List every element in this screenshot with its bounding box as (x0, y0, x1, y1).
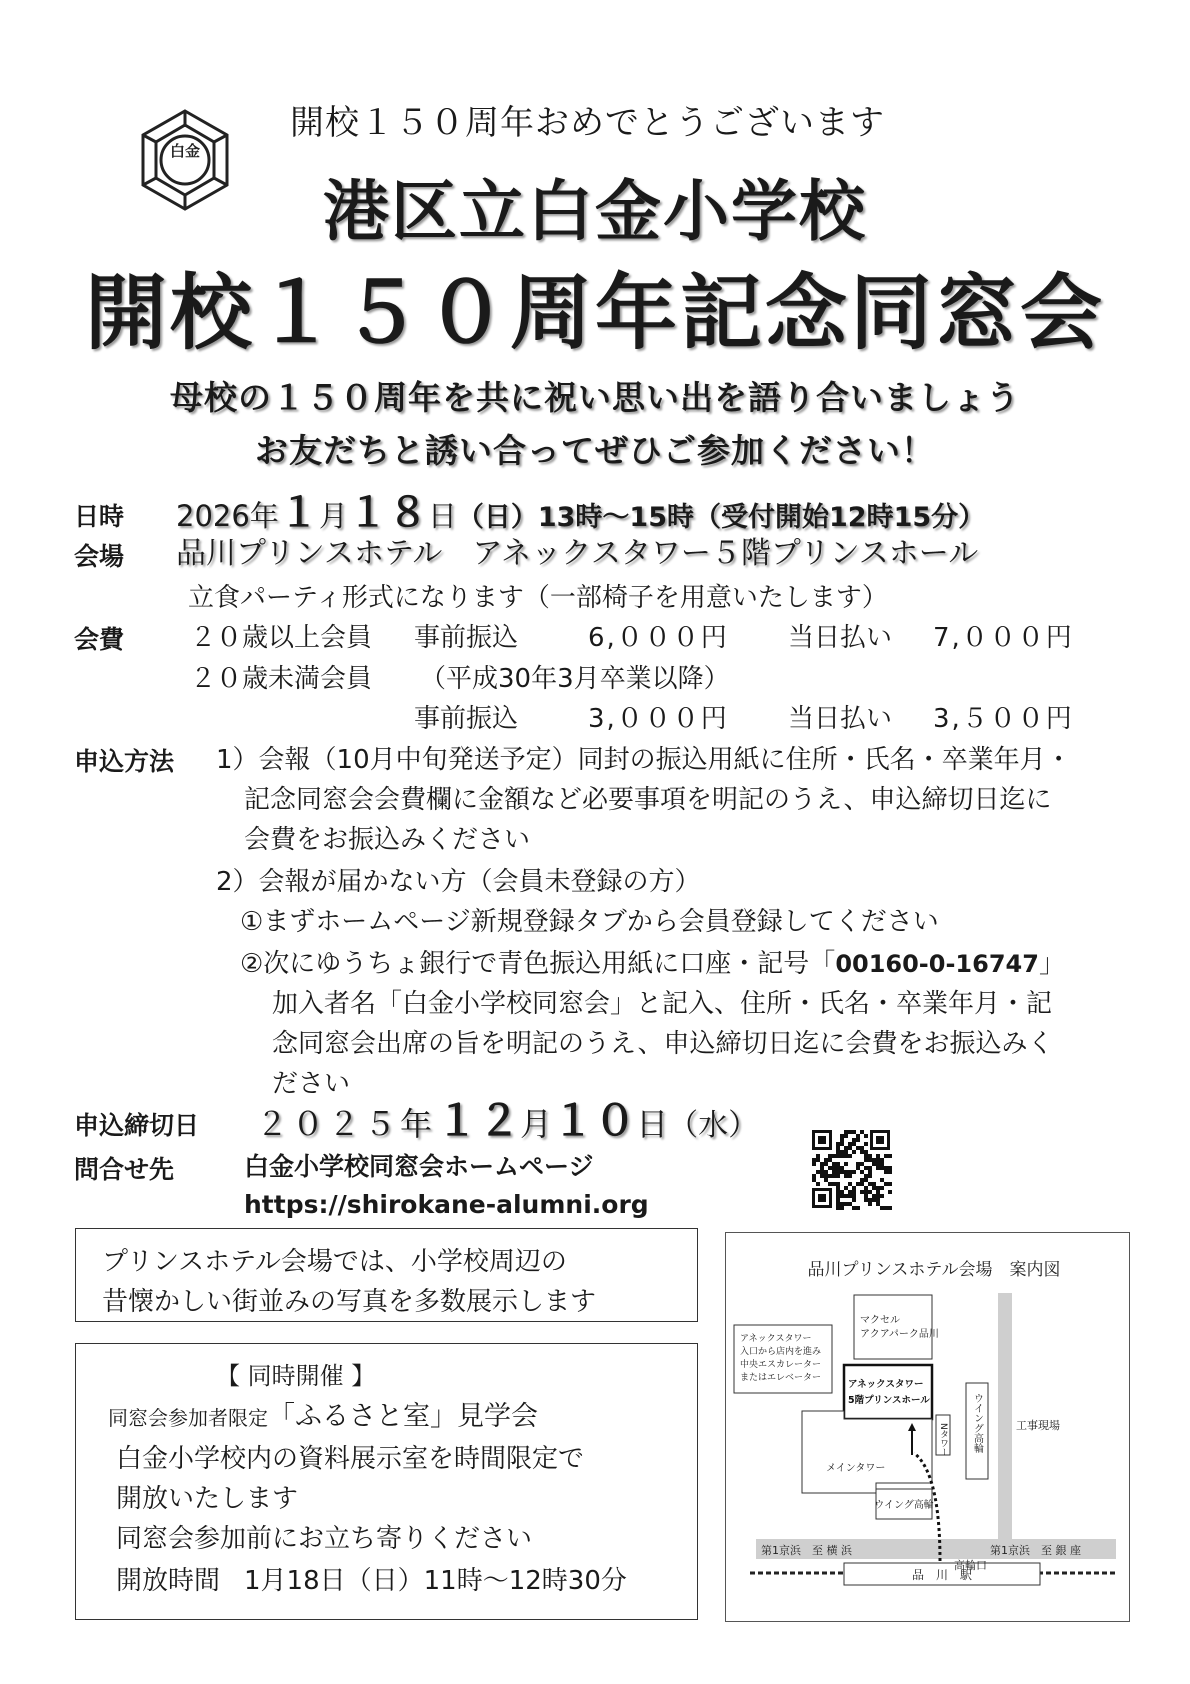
concurrent-line-1: 白金小学校内の資料展示室を時間限定で (116, 1444, 585, 1474)
fee-label: 会費 (74, 625, 125, 654)
concurrent-tour-name: 「ふるさと室」見学会 (268, 1401, 538, 1432)
map-station: 品 川 駅 (911, 1568, 973, 1582)
apply-m1-line3: 会費をお振込みください (244, 825, 531, 855)
deadline-day-unit: 日 (636, 1105, 669, 1143)
concurrent-event-box (75, 1343, 698, 1620)
map-main-tower-label: メインタワー (826, 1463, 886, 1474)
fee-adult-pre-label: 事前振込 (414, 623, 519, 653)
map-title: 品川プリンスホテル会場 案内図 (807, 1260, 1061, 1280)
map-construction: 工事現場 (1016, 1419, 1060, 1432)
concurrent-line-2: 開放いたします (116, 1484, 299, 1514)
map-wing-low-label: ウイング高輪 (874, 1500, 934, 1511)
map-annex-tower (844, 1365, 932, 1419)
map-road-left: 第1京浜 至 横 浜 (761, 1544, 852, 1557)
fee-minor-pre-label: 事前振込 (414, 704, 519, 734)
deadline-day: １０ (552, 1096, 637, 1145)
map-annex-note-4: またはエレベーター (740, 1373, 822, 1383)
fee-adult-day-label: 当日払い (788, 623, 893, 653)
lead-line-2: お友だちと誘い合ってぜひご参加ください！ (255, 431, 935, 470)
map-n-tower-label: Nタワー (938, 1423, 948, 1457)
apply-m1-line1: 1）会報（10月中旬発送予定）同封の振込用紙に住所・氏名・卒業年月・ (216, 745, 1072, 775)
fee-minor-day: 3,５００円 (933, 704, 1074, 734)
map-annex-note-2: 入口から店内を進み (740, 1347, 822, 1357)
apply-m2-step2-prefix: ②次にゆうちょ銀行で青色振込用紙に口座・記号「 (240, 949, 836, 979)
apply-m2-step2 (240, 943, 1065, 980)
contact-url[interactable]: https://shirokane-alumni.org (244, 1190, 649, 1219)
contact-name: 白金小学校同窓会ホームページ (244, 1152, 594, 1181)
contact-label: 問合せ先 (74, 1155, 175, 1184)
exhibit-box (75, 1228, 698, 1322)
map-maxell-2: アクアパーク品川 (860, 1329, 939, 1340)
map-road-right: 第1京浜 至 銀 座 (990, 1544, 1081, 1557)
qr-code[interactable] (810, 1128, 892, 1210)
map-wing-tall-label: ウイング高輪 (971, 1393, 983, 1453)
datetime-label: 日時 (74, 502, 125, 531)
school-name: 港区立白金小学校 (323, 173, 867, 250)
concurrent-line-3: 同窓会参加前にお立ち寄りください (116, 1524, 533, 1554)
exhibit-line-2: 昔懐かしい街並みの写真を多数展示します (102, 1287, 597, 1317)
fee-minor-pre: 3,０００円 (588, 704, 729, 734)
apply-m2-step2-suffix: 」 (1038, 949, 1065, 979)
deadline-month-unit: 月 (520, 1105, 553, 1143)
venue-note: 立食パーティ形式になります（一部椅子を用意いたします） (188, 583, 888, 613)
venue-name: 品川プリンスホテル アネックスタワー５階プリンスホール (176, 536, 979, 571)
fee-minor-label: ２０歳未満会員 (190, 664, 373, 694)
lead-line-1: 母校の１５０周年を共に祝い思い出を語り合いましょう (170, 378, 1020, 417)
concurrent-hours-label: 開放時間 (116, 1566, 221, 1596)
deadline-label: 申込締切日 (74, 1111, 200, 1140)
event-title: 開校１５０周年記念同窓会 (84, 266, 1105, 361)
fee-adult-pre: 6,０００円 (588, 623, 729, 653)
fee-adult-label: ２０歳以上会員 (190, 623, 373, 653)
deadline-month: １２ (436, 1096, 521, 1145)
fee-minor-note: （平成30年3月卒業以降） (420, 664, 730, 694)
map-annex-note-1: アネックスタワー (740, 1334, 812, 1344)
map-annex-label-1: アネックスタワー (848, 1379, 924, 1390)
map-annex-note-3: 中央エスカレーター (740, 1360, 822, 1370)
apply-m2-step1: ①まずホームページ新規登録タブから会員登録してください (240, 907, 939, 937)
deadline-year: ２０２５年 (256, 1105, 437, 1143)
datetime-month: １ (278, 490, 319, 536)
map-street-vertical (998, 1293, 1012, 1541)
concurrent-heading: 【 同時開催 】 (216, 1362, 376, 1390)
apply-m2-line4: 念同窓会出席の旨を明記のうえ、申込締切日迄に会費をお振込みく (272, 1029, 1054, 1059)
venue-map (725, 1232, 1130, 1622)
concurrent-hours (116, 1560, 627, 1597)
apply-m2-line5: ださい (272, 1069, 351, 1099)
venue-label: 会場 (74, 542, 125, 571)
apply-m2-line3: 加入者名「白金小学校同窓会」と記入、住所・氏名・卒業年月・記 (272, 989, 1053, 1019)
concurrent-tour-prefix: 同窓会参加者限定 (108, 1406, 268, 1430)
congrats-line: 開校１５０周年おめでとうございます (290, 103, 885, 143)
map-takanawa-exit: 高輪口 (954, 1559, 987, 1572)
deadline-weekday: （水） (668, 1108, 759, 1143)
deadline-value (256, 1088, 758, 1148)
concurrent-tour (108, 1394, 538, 1433)
crest-text-top: 白金 (169, 142, 201, 160)
exhibit-line-1: プリンスホテル会場では、小学校周辺の (102, 1247, 567, 1277)
apply-m1-line2: 記念同窓会会費欄に金額など必要事項を明記のうえ、申込締切日迄に (244, 785, 1052, 815)
datetime-year: 2026年 (176, 499, 279, 533)
concurrent-hours-value: 1月18日（日）11時〜12時30分 (244, 1566, 627, 1596)
account-number: 00160-0-16747 (835, 950, 1039, 978)
map-maxell-building (854, 1295, 932, 1359)
fee-minor-day-label: 当日払い (788, 704, 893, 734)
apply-label: 申込方法 (74, 747, 175, 776)
fee-adult-day: 7,０００円 (933, 623, 1074, 653)
apply-m2-title: 2）会報が届かない方（会員未登録の方） (216, 867, 701, 897)
map-annex-label-2: 5階プリンスホール (848, 1395, 930, 1406)
datetime-weekday-time: （日）13時〜15時（受付開始12時15分） (456, 502, 986, 533)
datetime-month-unit: 月 (318, 499, 348, 533)
map-maxell: マクセル (860, 1315, 900, 1326)
datetime-day-unit: 日 (427, 499, 457, 533)
datetime-day: １８ (347, 490, 428, 536)
